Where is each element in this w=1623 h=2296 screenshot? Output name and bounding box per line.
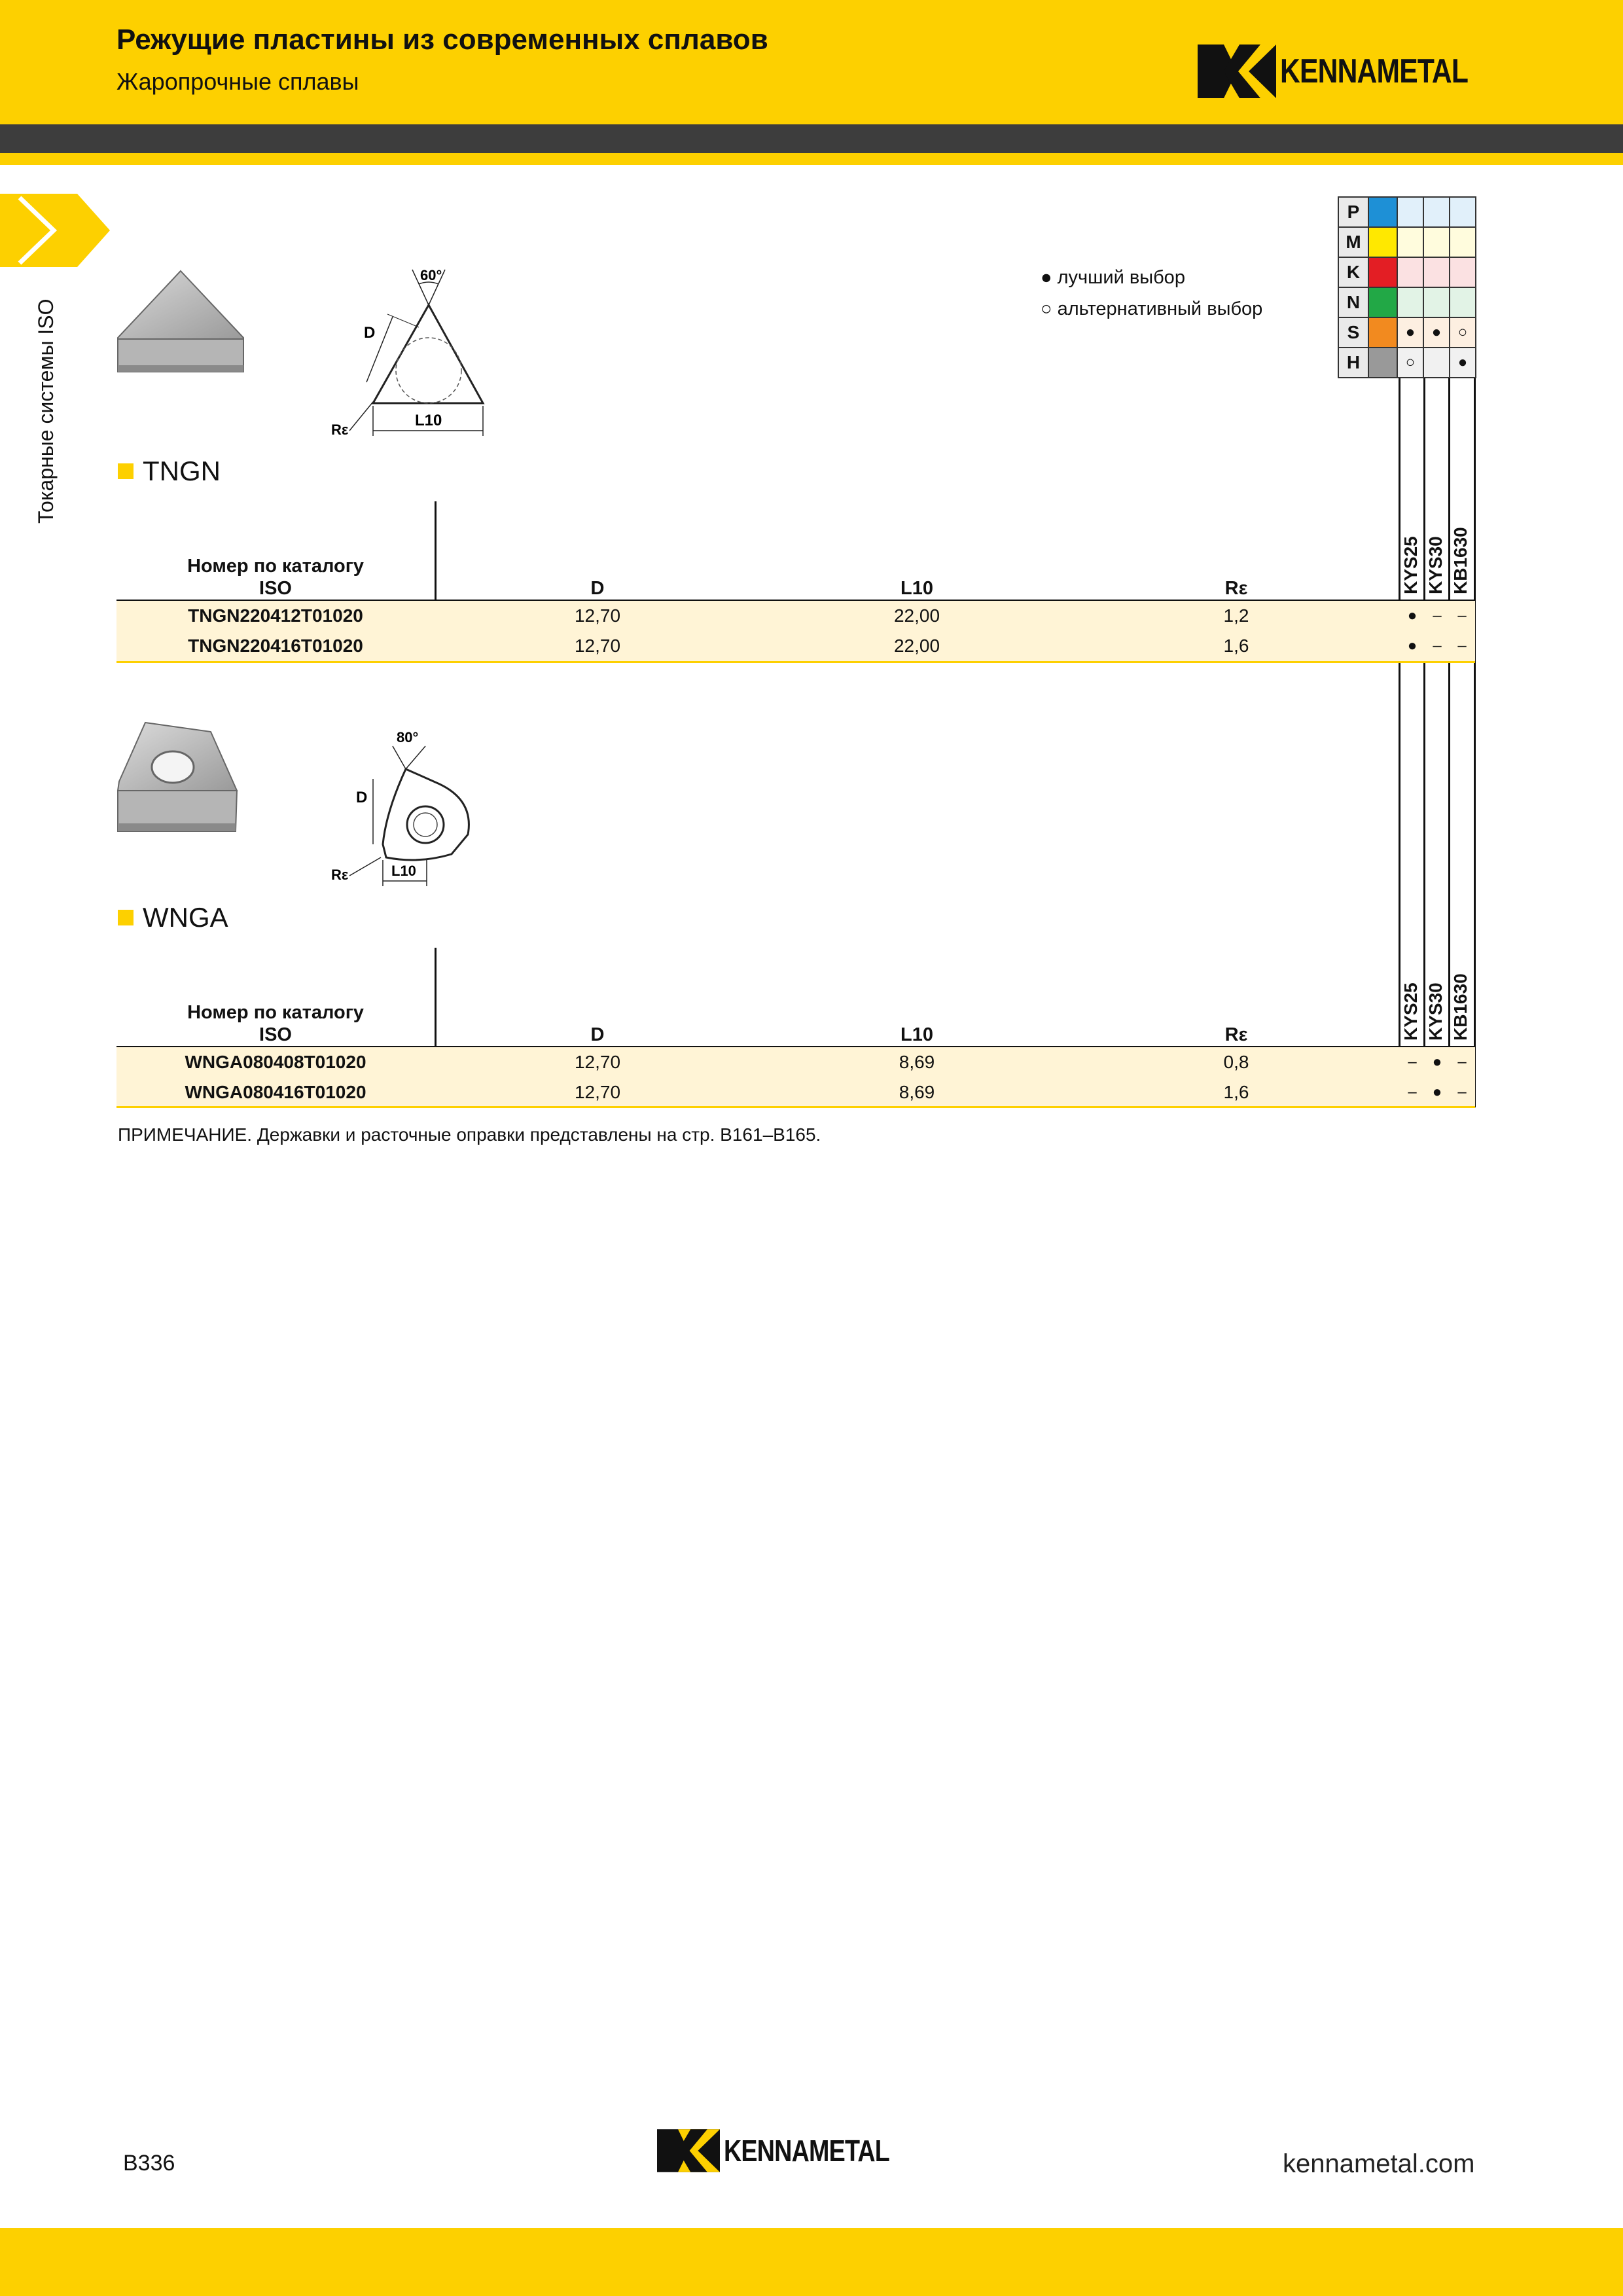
d-cell: 12,70 <box>574 1052 621 1072</box>
website-link[interactable]: kennametal.com <box>1283 2149 1475 2178</box>
material-color-swatch <box>1368 348 1397 378</box>
tngn-bottom-rule <box>116 661 1475 663</box>
wnga-section-title <box>118 902 228 933</box>
wnga-header-d: D <box>590 1024 605 1045</box>
tngn-grade-kys30: KYS30 <box>1425 536 1446 594</box>
material-row-k <box>1338 257 1476 287</box>
material-color-swatch <box>1368 227 1397 257</box>
material-grade-cell <box>1423 257 1450 287</box>
material-grade-cell: ● <box>1450 348 1476 378</box>
material-grade-cell <box>1423 348 1450 378</box>
section-bullet-icon <box>118 463 134 479</box>
material-grade-cell: ○ <box>1450 317 1476 348</box>
grade-mark: – <box>1457 1083 1467 1101</box>
material-row-h <box>1338 348 1476 378</box>
footer-brand-logo <box>657 2126 926 2176</box>
tngn-angle-label: 60° <box>420 267 442 283</box>
grade-mark: ● <box>1407 607 1418 624</box>
wnga-l10-label: L10 <box>391 863 416 879</box>
material-letter: H <box>1338 348 1368 378</box>
material-grade-cell <box>1450 197 1476 227</box>
material-grade-cell: ● <box>1423 317 1450 348</box>
brand-wordmark: KENNAMETAL <box>1280 52 1469 90</box>
wnga-dimension-diagram <box>327 720 484 890</box>
grade-mark: – <box>1433 637 1442 655</box>
iso-number-cell: TNGN220412T01020 <box>188 605 363 626</box>
brand-logo <box>1198 45 1509 98</box>
legend-best: ● лучший выбор <box>1041 267 1185 288</box>
grade-mark: ● <box>1432 1053 1442 1071</box>
material-color-swatch <box>1368 257 1397 287</box>
wnga-grade-kys30: KYS30 <box>1425 982 1446 1041</box>
d-cell: 12,70 <box>574 1082 621 1102</box>
material-letter: K <box>1338 257 1368 287</box>
page-note: ПРИМЕЧАНИЕ. Державки и расточные оправки представлены на стр. B161–B165. <box>118 1124 821 1145</box>
wnga-grade-kys25: KYS25 <box>1400 982 1421 1041</box>
wnga-bottom-rule <box>116 1106 1475 1108</box>
tngn-section-title <box>118 456 221 487</box>
wnga-insert-image <box>113 719 243 839</box>
l10-cell: 8,69 <box>899 1052 935 1072</box>
material-grade-cell <box>1423 227 1450 257</box>
wnga-angle-label: 80° <box>397 729 419 745</box>
grade-mark: – <box>1457 1053 1467 1071</box>
tngn-l10-label: L10 <box>415 412 442 429</box>
side-tab-label: Токарные системы ISO <box>34 298 58 524</box>
grade-col-line-4 <box>1474 378 1476 1107</box>
wnga-header-iso: Номер по каталогу ISO <box>187 1002 364 1045</box>
tngn-dimension-diagram <box>327 264 497 441</box>
tngn-r-label: Rε <box>331 422 349 438</box>
material-grade-cell: ○ <box>1397 348 1423 378</box>
iso-number-cell: WNGA080416T01020 <box>185 1082 366 1102</box>
tngn-grade-kys25: KYS25 <box>1400 536 1421 594</box>
material-letter: N <box>1338 287 1368 317</box>
kennametal-k-icon <box>1198 45 1276 98</box>
page-title: Режущие пластины из современных сплавов <box>116 24 768 56</box>
material-row-n <box>1338 287 1476 317</box>
grade-mark: – <box>1408 1083 1417 1101</box>
grade-mark: ● <box>1432 1083 1442 1101</box>
material-grid <box>1338 196 1476 378</box>
material-row-m <box>1338 227 1476 257</box>
tngn-header-l10: L10 <box>901 578 933 599</box>
header-yellow-stripe <box>0 153 1623 165</box>
re-cell: 0,8 <box>1223 1052 1249 1072</box>
material-color-swatch <box>1368 287 1397 317</box>
kennametal-k-icon <box>657 2126 720 2176</box>
material-grade-cell: ● <box>1397 317 1423 348</box>
material-grade-cell <box>1450 227 1476 257</box>
page-number: B336 <box>123 2151 175 2176</box>
table-row <box>116 631 1475 661</box>
grade-mark: – <box>1433 607 1442 624</box>
grade-mark: – <box>1457 607 1467 624</box>
d-cell: 12,70 <box>574 605 621 626</box>
material-grade-cell <box>1397 227 1423 257</box>
grade-mark: ● <box>1407 637 1418 655</box>
l10-cell: 22,00 <box>893 605 940 626</box>
material-grade-cell <box>1397 287 1423 317</box>
material-grade-cell <box>1397 257 1423 287</box>
tngn-header-re: Rε <box>1224 578 1248 599</box>
material-grade-cell <box>1423 287 1450 317</box>
material-grade-cell <box>1450 287 1476 317</box>
re-cell: 1,6 <box>1223 636 1249 656</box>
material-color-swatch <box>1368 197 1397 227</box>
material-grade-cell <box>1450 257 1476 287</box>
grade-mark: – <box>1457 637 1467 655</box>
material-row-p <box>1338 197 1476 227</box>
l10-cell: 22,00 <box>893 636 940 656</box>
iso-number-cell: TNGN220416T01020 <box>188 636 363 656</box>
material-grade-cell <box>1423 197 1450 227</box>
re-cell: 1,2 <box>1223 605 1249 626</box>
table-row <box>116 601 1475 631</box>
wnga-title-text: WNGA <box>143 902 228 933</box>
d-cell: 12,70 <box>574 636 621 656</box>
re-cell: 1,6 <box>1223 1082 1249 1102</box>
table-row <box>116 1077 1475 1107</box>
footer-band <box>0 2228 1623 2296</box>
tngn-grade-kb1630: KB1630 <box>1450 527 1471 594</box>
wnga-d-label: D <box>356 789 368 806</box>
iso-number-cell: WNGA080408T01020 <box>185 1052 366 1072</box>
legend-alternative: ○ альтернативный выбор <box>1041 298 1263 319</box>
material-letter: M <box>1338 227 1368 257</box>
material-letter: S <box>1338 317 1368 348</box>
wnga-header-l10: L10 <box>901 1024 933 1045</box>
tngn-header-iso: Номер по каталогу ISO <box>187 556 364 599</box>
tngn-title-text: TNGN <box>143 456 221 486</box>
tngn-d-label: D <box>364 324 376 342</box>
wnga-grade-kb1630: KB1630 <box>1450 973 1471 1041</box>
material-color-swatch <box>1368 317 1397 348</box>
grade-mark: – <box>1408 1053 1417 1071</box>
header-dark-stripe <box>0 124 1623 153</box>
tngn-header-d: D <box>590 578 605 599</box>
section-bullet-icon <box>118 910 134 925</box>
material-row-s <box>1338 317 1476 348</box>
material-letter: P <box>1338 197 1368 227</box>
footer-brand-wordmark: KENNAMETAL <box>724 2134 890 2168</box>
wnga-r-label: Rε <box>331 867 349 883</box>
wnga-header-re: Rε <box>1224 1024 1248 1045</box>
table-row <box>116 1047 1475 1077</box>
l10-cell: 8,69 <box>899 1082 935 1102</box>
material-grade-cell <box>1397 197 1423 227</box>
page-subtitle: Жаропрочные сплавы <box>116 68 359 95</box>
tngn-insert-image <box>113 267 262 378</box>
